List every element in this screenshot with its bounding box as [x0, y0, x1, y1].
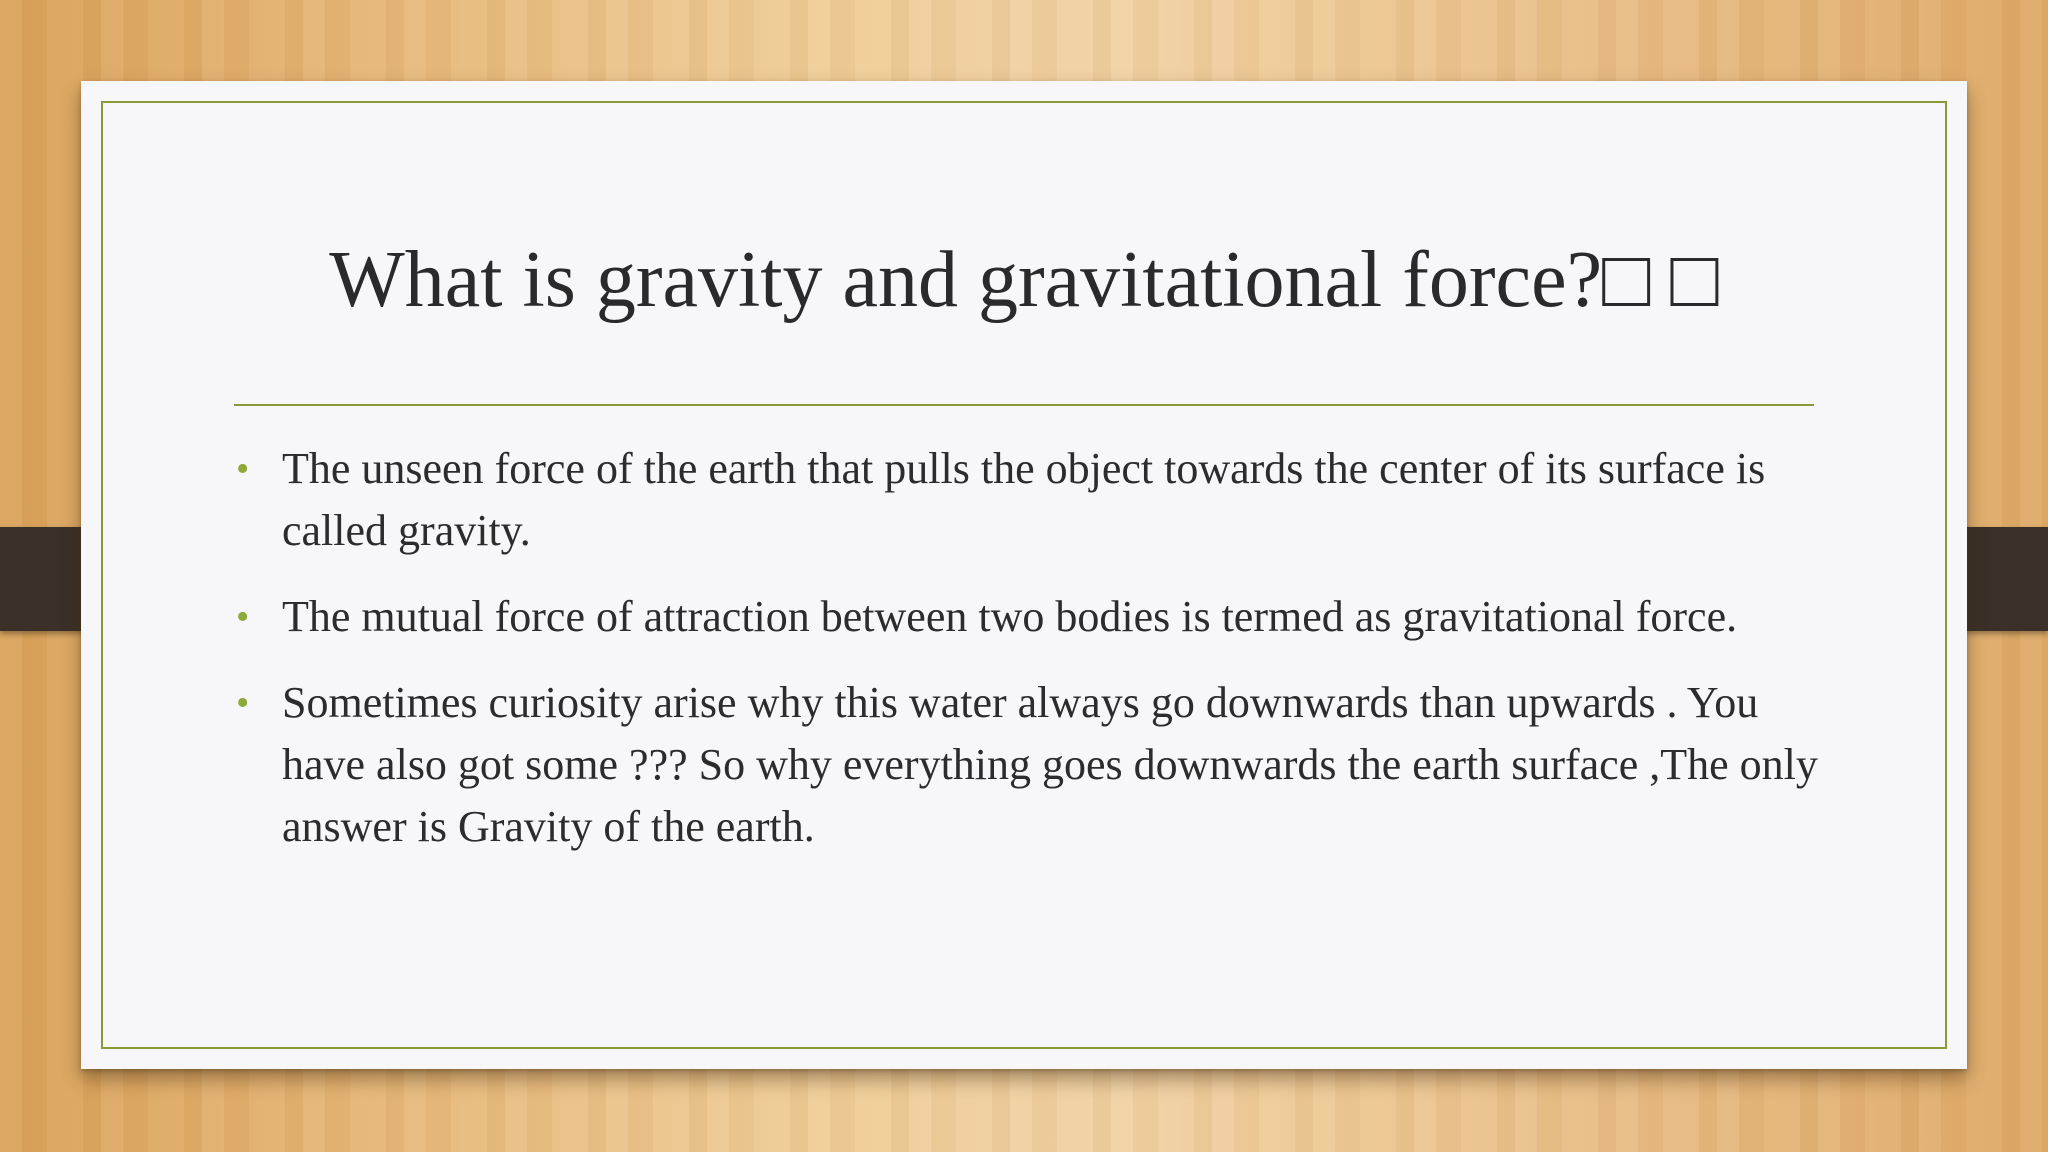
bullet-item — [230, 586, 1850, 648]
title-divider — [234, 404, 1814, 406]
bullet-item — [230, 672, 1850, 858]
bullet-list — [230, 438, 1850, 882]
bullet-text: The mutual force of attraction between two bodies is termed as gravitational force. — [282, 592, 1738, 641]
slide-title: What is gravity and gravitational force?□ □ — [329, 236, 1719, 324]
bullet-icon: • — [236, 448, 250, 490]
bullet-text: Sometimes curiosity arise why this water always go downwards than upwards . You have also got some ??? So why everything goes downwards the earth surface ,The only answer is Gravity of the earth. — [282, 678, 1818, 851]
bullet-icon: • — [236, 596, 250, 638]
bullet-icon: • — [236, 682, 250, 724]
bullet-text: The unseen force of the earth that pulls the object towards the center of its surface is called gravity. — [282, 444, 1766, 555]
bullet-item — [230, 438, 1850, 562]
